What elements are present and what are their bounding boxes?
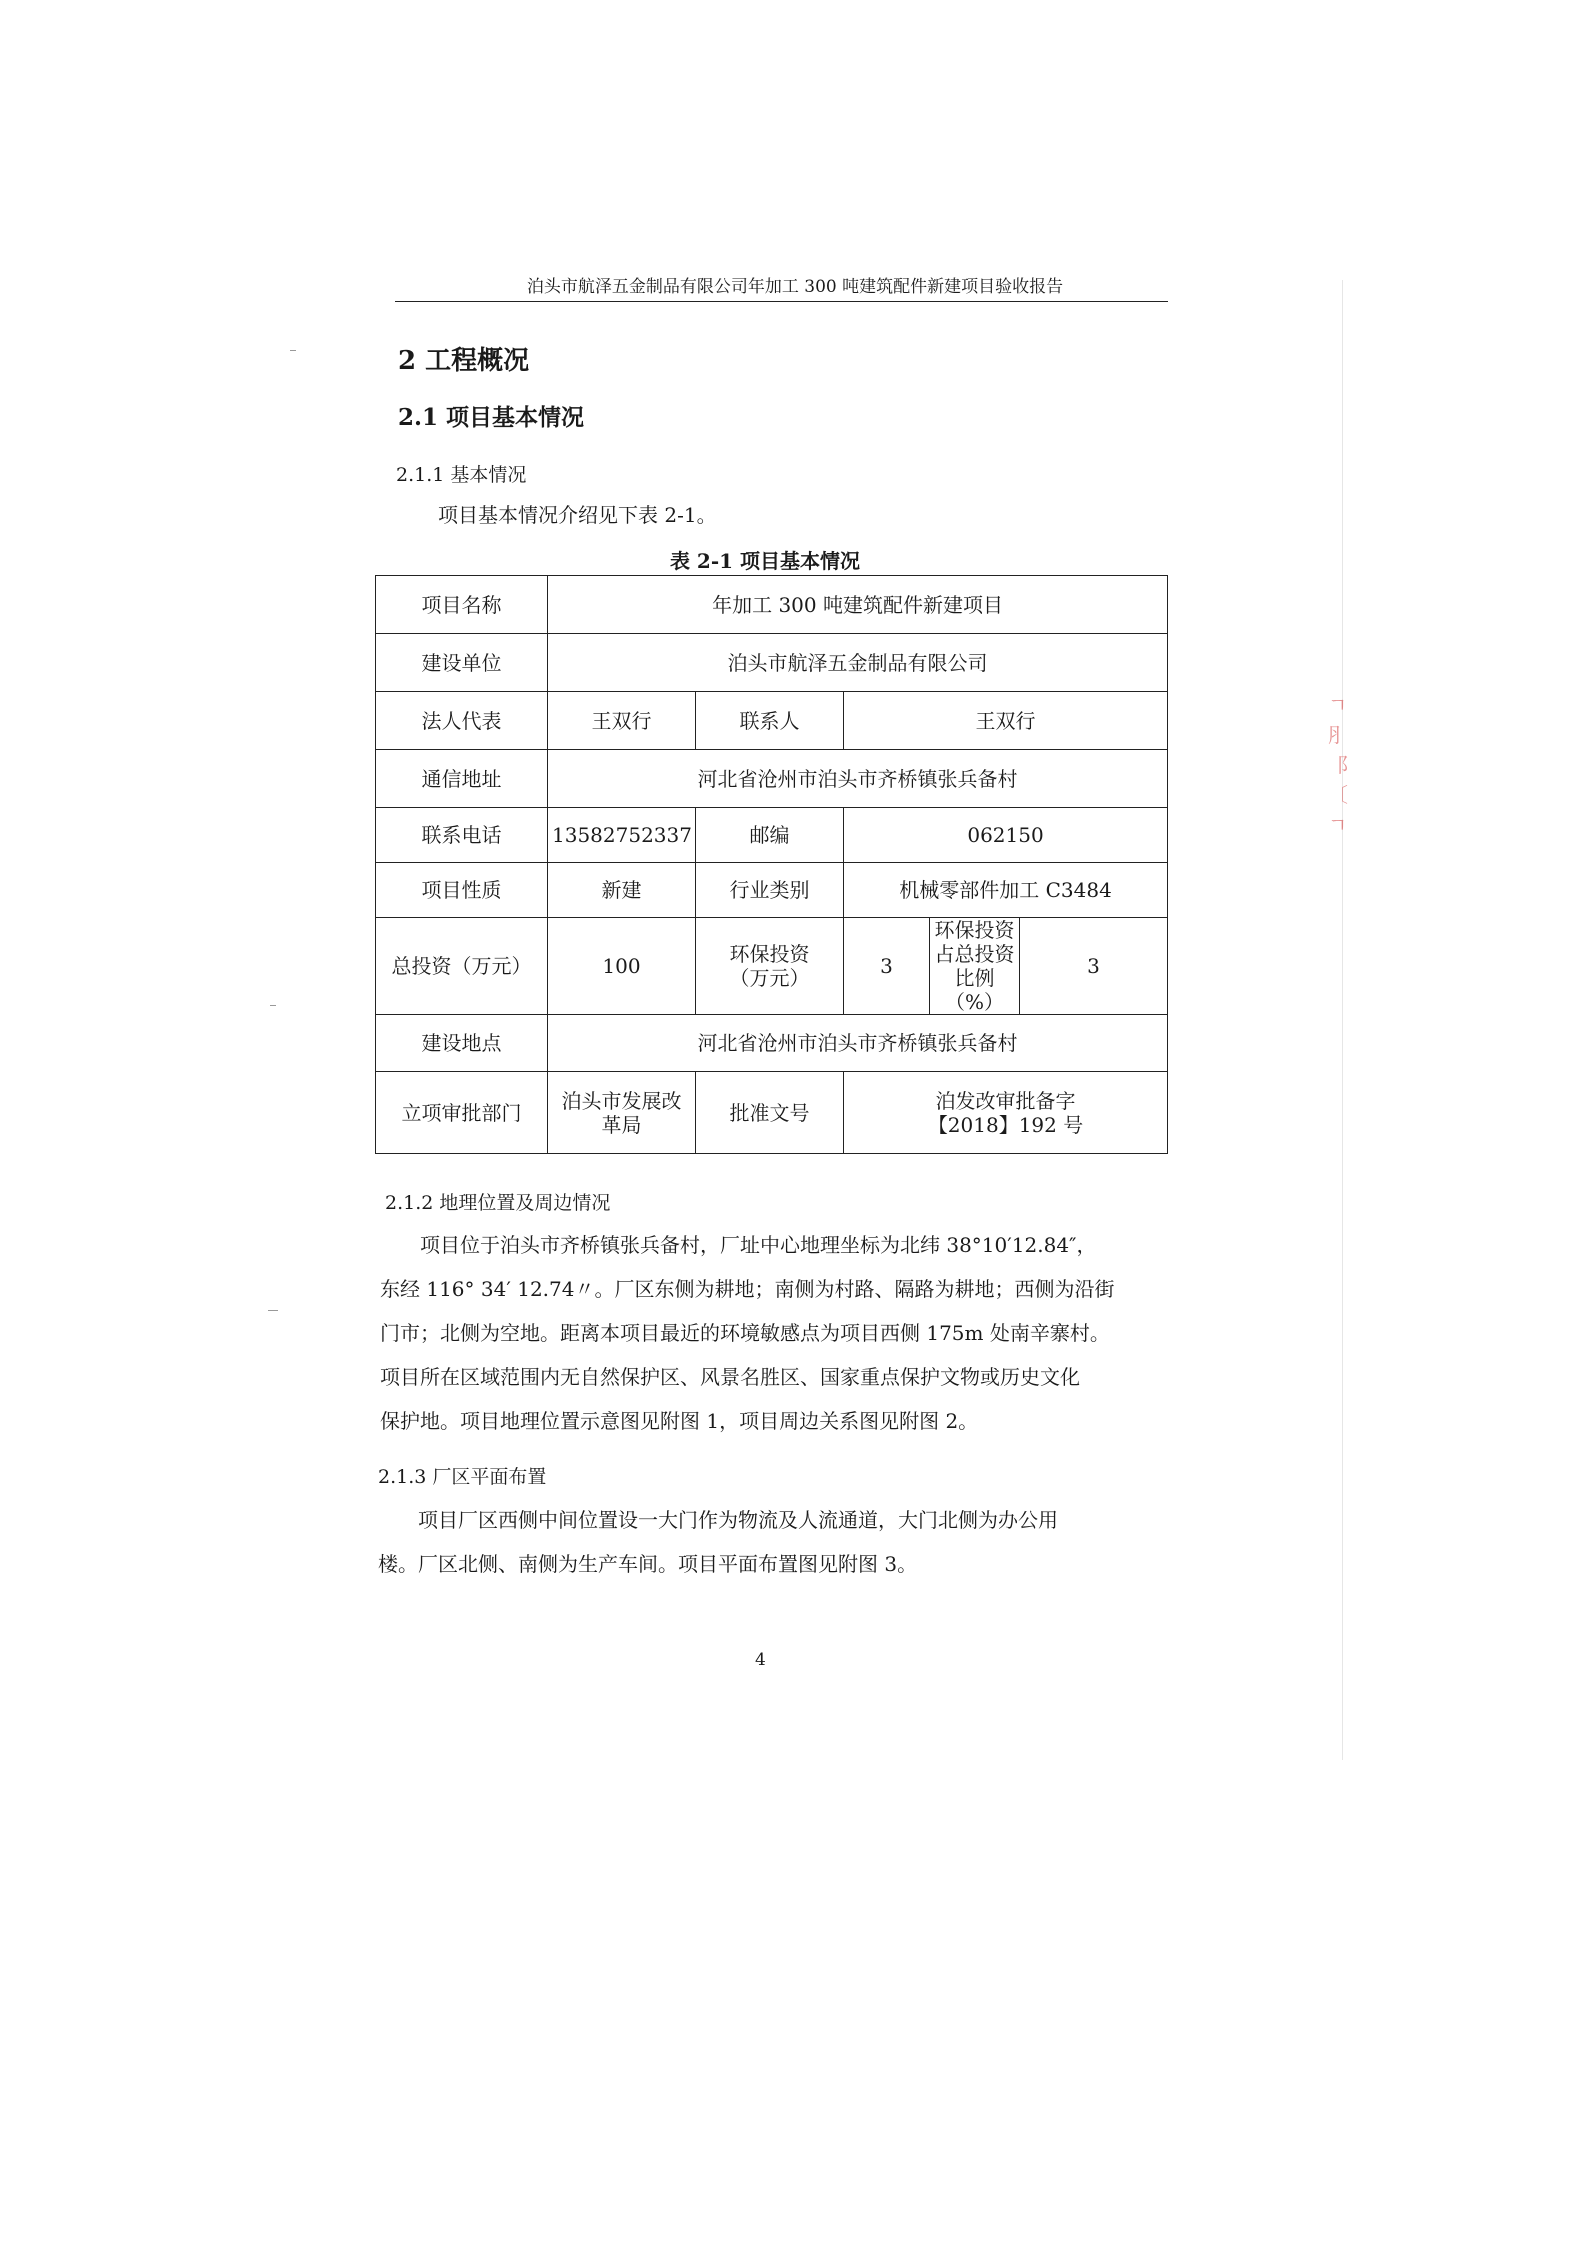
table-value xyxy=(844,1072,1168,1154)
table-value: 机械零部件加工 C3484 xyxy=(844,863,1168,918)
running-header: 泊头市航泽五金制品有限公司年加工 300 吨建筑配件新建项目验收报告 xyxy=(526,277,1064,297)
table-label-line: 环保投资 xyxy=(729,942,810,966)
table-label-line: 比例（%） xyxy=(944,966,1004,1014)
paragraph-line: 门市；北侧为空地。距离本项目最近的环境敏感点为项目西侧 175m 处南辛寨村。 xyxy=(380,1321,1110,1345)
table-value-line: 泊发改审批备字 xyxy=(935,1088,1076,1113)
location-paragraph xyxy=(380,1223,1170,1443)
table-value: 年加工 300 吨建筑配件新建项目 xyxy=(548,576,1168,634)
table-row xyxy=(376,918,1168,1015)
table-label: 总投资（万元） xyxy=(376,918,548,1015)
table-value: 泊头市发展改革局 xyxy=(548,1072,696,1154)
table-row xyxy=(376,863,1168,918)
table-value: 泊头市航泽五金制品有限公司 xyxy=(548,634,1168,692)
table-label: 建设地点 xyxy=(376,1015,548,1072)
scan-edge-line xyxy=(1342,280,1343,1760)
intro-paragraph: 项目基本情况介绍见下表 2-1。 xyxy=(438,503,717,527)
table-label xyxy=(930,918,1020,1015)
page-number: 4 xyxy=(755,1650,766,1670)
table-value: 河北省沧州市泊头市齐桥镇张兵备村 xyxy=(548,750,1168,808)
paragraph-line: 项目位于泊头市齐桥镇张兵备村，厂址中心地理坐标为北纬 38°10′12.84″， xyxy=(420,1233,1097,1257)
table-value: 新建 xyxy=(548,863,696,918)
table-label-line: （万元） xyxy=(729,966,810,990)
table-label: 建设单位 xyxy=(376,634,548,692)
scan-speck xyxy=(270,1005,276,1006)
scan-speck xyxy=(290,350,296,351)
table-row xyxy=(376,634,1168,692)
subsection-title-layout: 2.1.3 厂区平面布置 xyxy=(378,1466,547,1488)
table-row xyxy=(376,1072,1168,1154)
table-value: 河北省沧州市泊头市齐桥镇张兵备村 xyxy=(548,1015,1168,1072)
table-label: 法人代表 xyxy=(376,692,548,750)
paragraph-line: 项目厂区西侧中间位置设一大门作为物流及人流通道，大门北侧为办公用 xyxy=(418,1508,1058,1532)
table-value: 3 xyxy=(844,918,930,1015)
paragraph-line: 项目所在区域范围内无自然保护区、风景名胜区、国家重点保护文物或历史文化 xyxy=(380,1365,1080,1389)
layout-paragraph xyxy=(378,1498,1168,1586)
table-value: 13582752337 xyxy=(548,808,696,863)
table-label: 邮编 xyxy=(696,808,844,863)
table-label-line: 占总投资 xyxy=(934,942,1015,966)
table-label xyxy=(696,918,844,1015)
table-value: 王双行 xyxy=(548,692,696,750)
table-row xyxy=(376,750,1168,808)
project-info-table xyxy=(375,575,1168,1154)
scan-speck xyxy=(268,1310,278,1311)
paragraph-line: 东经 116° 34′ 12.74〃。厂区东侧为耕地；南侧为村路、隔路为耕地；西侧为沿街 xyxy=(380,1277,1115,1301)
table-value: 062150 xyxy=(844,808,1168,863)
table-row xyxy=(376,692,1168,750)
table-value: 3 xyxy=(1020,918,1168,1015)
subsection-title-basic: 2.1.1 基本情况 xyxy=(396,464,527,486)
table-row xyxy=(376,576,1168,634)
table-value: 100 xyxy=(548,918,696,1015)
table-caption: 表 2-1 项目基本情况 xyxy=(669,549,861,573)
table-value-line: 【2018】192 号 xyxy=(927,1112,1084,1137)
table-label: 通信地址 xyxy=(376,750,548,808)
table-label-line: 环保投资 xyxy=(934,918,1015,942)
table-label: 项目性质 xyxy=(376,863,548,918)
subsection-title-location: 2.1.2 地理位置及周边情况 xyxy=(385,1192,611,1214)
table-value: 王双行 xyxy=(844,692,1168,750)
table-label: 批准文号 xyxy=(696,1072,844,1154)
table-label: 项目名称 xyxy=(376,576,548,634)
table-label: 行业类别 xyxy=(696,863,844,918)
paragraph-line: 楼。厂区北侧、南侧为生产车间。项目平面布置图见附图 3。 xyxy=(378,1552,918,1576)
table-label: 联系电话 xyxy=(376,808,548,863)
paragraph-line: 保护地。项目地理位置示意图见附图 1，项目周边关系图见附图 2。 xyxy=(380,1409,979,1433)
red-stamp-fragment: ㄱ ⺼ ⻏ 〔 ㄱ xyxy=(1328,693,1348,837)
table-label: 联系人 xyxy=(696,692,844,750)
table-label: 立项审批部门 xyxy=(376,1072,548,1154)
section-title: 2.1 项目基本情况 xyxy=(398,404,585,431)
table-row xyxy=(376,808,1168,863)
table-row xyxy=(376,1015,1168,1072)
chapter-title: 2 工程概况 xyxy=(398,346,530,376)
header-rule xyxy=(395,301,1168,302)
